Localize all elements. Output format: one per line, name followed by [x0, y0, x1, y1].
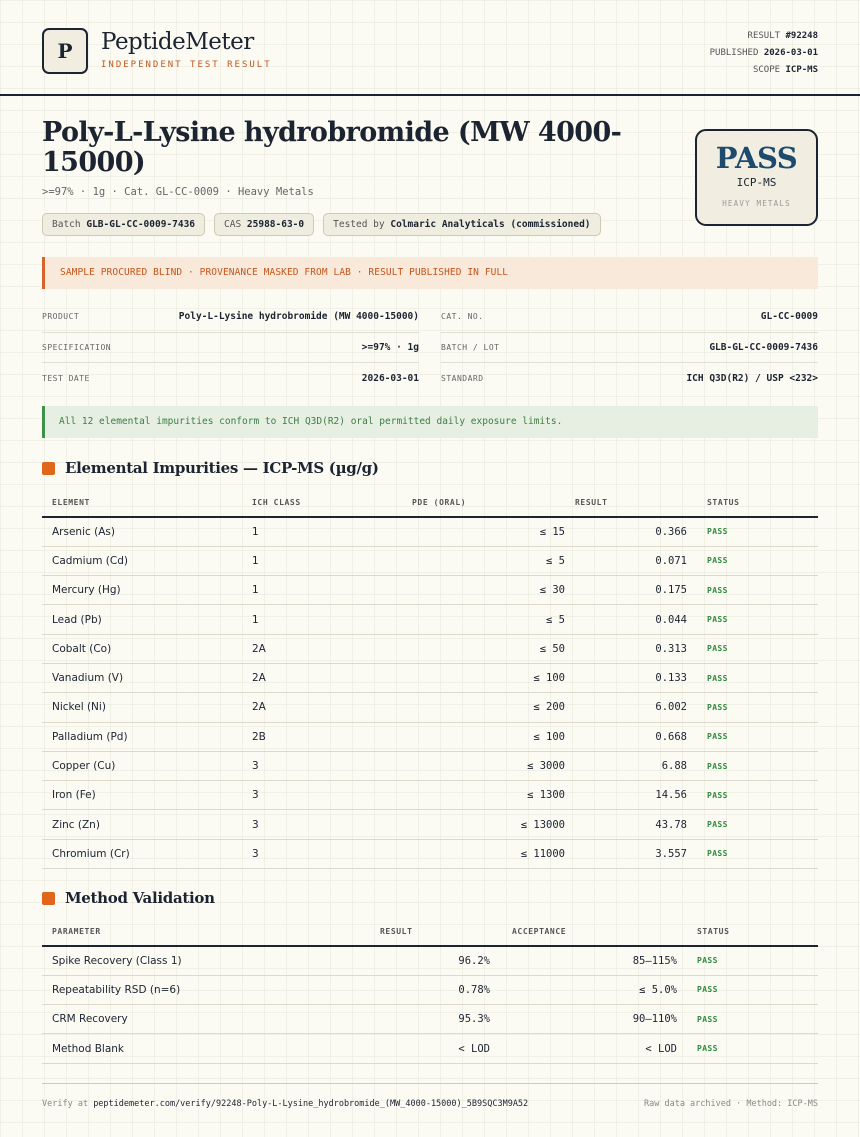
status-badge: PASS [687, 576, 818, 605]
status-badge: PASS [687, 546, 818, 575]
result-cell: 0.175 [565, 576, 687, 605]
tested-by-chip [323, 213, 600, 236]
ich-class-cell: 2A [242, 663, 402, 692]
pde-cell: ≤ 5 [402, 605, 565, 634]
product-title: Poly-L-Lysine hydrobromide (MW 4000-15000) [42, 117, 622, 178]
product-chips [42, 213, 601, 236]
brand-logo [42, 28, 88, 74]
pde-cell: ≤ 200 [402, 693, 565, 722]
pde-cell: ≤ 100 [402, 722, 565, 751]
pde-cell: ≤ 100 [402, 663, 565, 692]
cas-chip [214, 213, 314, 236]
status-badge: PASS [687, 605, 818, 634]
result-id: #92248 [785, 31, 818, 41]
ich-class-cell: 3 [242, 839, 402, 868]
val-result-cell: 0.78% [290, 975, 490, 1004]
status-badge: PASS [687, 722, 818, 751]
info-row [42, 363, 419, 394]
info-row [441, 363, 818, 394]
element-cell: Mercury (Hg) [42, 576, 242, 605]
val-result-cell: 95.3% [290, 1005, 490, 1034]
pass-stamp [695, 129, 818, 226]
info-value: Poly-L-Lysine hydrobromide (MW 4000-15000) [178, 311, 419, 323]
element-cell: Lead (Pb) [42, 605, 242, 634]
ich-class-cell: 1 [242, 605, 402, 634]
status-badge: PASS [677, 1034, 818, 1063]
pde-cell: ≤ 5 [402, 546, 565, 575]
section-marker-icon [42, 462, 55, 475]
status-badge: PASS [677, 1005, 818, 1034]
ich-class-cell: 3 [242, 810, 402, 839]
status-badge: PASS [687, 693, 818, 722]
val-result-cell: < LOD [290, 1034, 490, 1063]
scope-label: SCOPE [752, 65, 781, 75]
col-header-val-status: STATUS [677, 917, 818, 946]
pde-cell: ≤ 1300 [402, 781, 565, 810]
scope-value: ICP-MS [785, 65, 818, 75]
element-cell: Zinc (Zn) [42, 810, 242, 839]
result-cell: 6.88 [565, 751, 687, 780]
info-right-column [441, 302, 818, 394]
acceptance-cell: < LOD [490, 1034, 677, 1063]
ich-class-cell: 2A [242, 634, 402, 663]
info-value: >=97% · 1g [361, 341, 419, 353]
status-badge: PASS [687, 810, 818, 839]
result-cell: 6.002 [565, 693, 687, 722]
status-badge: PASS [677, 975, 818, 1004]
stamp-scope: HEAVY METALS [722, 199, 791, 208]
pde-cell: ≤ 13000 [402, 810, 565, 839]
tested-by-label: Tested by [333, 219, 385, 230]
impurities-section-header [42, 459, 379, 477]
impurities-title: Elemental Impurities — ICP-MS (µg/g) [65, 459, 379, 477]
parameter-cell: CRM Recovery [42, 1005, 290, 1034]
table-row [42, 663, 818, 692]
info-value: 2026-03-01 [361, 372, 419, 384]
ich-class-cell: 1 [242, 517, 402, 546]
col-header-acceptance: ACCEPTANCE [490, 917, 677, 946]
table-row [42, 975, 818, 1004]
product-subtitle: >=97% · 1g · Cat. GL-CC-0009 · Heavy Metals [42, 186, 314, 198]
status-badge: PASS [687, 634, 818, 663]
pde-cell: ≤ 30 [402, 576, 565, 605]
pde-cell: ≤ 11000 [402, 839, 565, 868]
acceptance-cell: 90–110% [490, 1005, 677, 1034]
info-label: PRODUCT [42, 312, 80, 322]
tested-by-value: Colmaric Analyticals (commissioned) [390, 219, 591, 230]
report-footer [42, 1083, 818, 1109]
table-row [42, 517, 818, 546]
result-id-line [710, 28, 818, 45]
element-cell: Arsenic (As) [42, 517, 242, 546]
blind-procurement-banner: SAMPLE PROCURED BLIND · PROVENANCE MASKED FROM LAB · RESULT PUBLISHED IN FULL [42, 257, 818, 289]
result-cell: 0.133 [565, 663, 687, 692]
acceptance-cell: ≤ 5.0% [490, 975, 677, 1004]
conformance-note: All 12 elemental impurities conform to ICH Q3D(R2) oral permitted daily exposure limits. [42, 406, 818, 438]
element-cell: Cadmium (Cd) [42, 546, 242, 575]
element-cell: Copper (Cu) [42, 751, 242, 780]
cas-chip-label: CAS [224, 219, 242, 230]
info-value: ICH Q3D(R2) / USP <232> [686, 372, 818, 384]
status-badge: PASS [687, 751, 818, 780]
info-row [42, 333, 419, 364]
validation-title: Method Validation [65, 889, 215, 907]
element-cell: Iron (Fe) [42, 781, 242, 810]
acceptance-cell: 85–115% [490, 946, 677, 975]
element-cell: Chromium (Cr) [42, 839, 242, 868]
table-row [42, 1034, 818, 1063]
table-row [42, 576, 818, 605]
scope-line [710, 62, 818, 79]
result-cell: 14.56 [565, 781, 687, 810]
result-cell: 0.668 [565, 722, 687, 751]
pde-cell: ≤ 3000 [402, 751, 565, 780]
table-row [42, 634, 818, 663]
brand-name: PeptideMeter [101, 29, 254, 55]
validation-table [42, 917, 818, 1064]
stamp-method: ICP-MS [736, 176, 777, 189]
col-header-status: STATUS [687, 488, 818, 517]
verify-line [42, 1099, 528, 1109]
ich-class-cell: 1 [242, 576, 402, 605]
info-row [441, 333, 818, 364]
published-label: PUBLISHED [709, 48, 759, 58]
validation-body [42, 946, 818, 1063]
ich-class-cell: 3 [242, 751, 402, 780]
ich-class-cell: 2A [242, 693, 402, 722]
status-badge: PASS [677, 946, 818, 975]
val-result-cell: 96.2% [290, 946, 490, 975]
batch-chip [42, 213, 205, 236]
stamp-verdict: PASS [715, 141, 798, 175]
info-left-column [42, 302, 419, 394]
result-label: RESULT [747, 31, 781, 41]
table-row [42, 751, 818, 780]
table-row [42, 1005, 818, 1034]
info-label: TEST DATE [42, 373, 90, 383]
element-cell: Nickel (Ni) [42, 693, 242, 722]
ich-class-cell: 3 [242, 781, 402, 810]
table-row [42, 946, 818, 975]
status-badge: PASS [687, 781, 818, 810]
info-label: SPECIFICATION [42, 342, 112, 352]
info-label: CAT. NO. [441, 312, 484, 322]
info-label: STANDARD [441, 373, 484, 383]
validation-section-header [42, 889, 215, 907]
result-cell: 0.044 [565, 605, 687, 634]
brand-tagline: INDEPENDENT TEST RESULT [101, 60, 272, 70]
parameter-cell: Repeatability RSD (n=6) [42, 975, 290, 1004]
report-header [0, 0, 860, 96]
col-header-pde: PDE (ORAL) [402, 488, 565, 517]
col-header-val-result: RESULT [290, 917, 490, 946]
result-cell: 3.557 [565, 839, 687, 868]
col-header-element: ELEMENT [42, 488, 242, 517]
parameter-cell: Method Blank [42, 1034, 290, 1063]
parameter-cell: Spike Recovery (Class 1) [42, 946, 290, 975]
impurities-header-row [42, 488, 818, 517]
result-cell: 0.071 [565, 546, 687, 575]
section-marker-icon [42, 892, 55, 905]
table-row [42, 546, 818, 575]
result-cell: 0.313 [565, 634, 687, 663]
pde-cell: ≤ 15 [402, 517, 565, 546]
published-date: 2026-03-01 [763, 48, 818, 58]
info-label: BATCH / LOT [441, 342, 500, 352]
result-cell: 0.366 [565, 517, 687, 546]
table-row [42, 605, 818, 634]
status-badge: PASS [687, 663, 818, 692]
info-value: GLB-GL-CC-0009-7436 [709, 341, 818, 353]
table-row [42, 810, 818, 839]
table-row [42, 722, 818, 751]
result-meta [710, 28, 818, 79]
table-row [42, 781, 818, 810]
table-row [42, 693, 818, 722]
element-cell: Cobalt (Co) [42, 634, 242, 663]
impurities-table [42, 488, 818, 869]
cas-chip-value: 25988-63-0 [246, 219, 305, 230]
footer-archive-note: Raw data archived · Method: ICP-MS [644, 1099, 818, 1109]
col-header-result: RESULT [565, 488, 687, 517]
result-cell: 43.78 [565, 810, 687, 839]
batch-chip-value: GLB-GL-CC-0009-7436 [86, 219, 196, 230]
element-cell: Vanadium (V) [42, 663, 242, 692]
status-badge: PASS [687, 517, 818, 546]
info-value: GL-CC-0009 [760, 311, 818, 323]
impurities-body [42, 517, 818, 869]
published-line [710, 45, 818, 62]
element-cell: Palladium (Pd) [42, 722, 242, 751]
ich-class-cell: 1 [242, 546, 402, 575]
table-row [42, 839, 818, 868]
logo-letter: P [57, 39, 73, 63]
pde-cell: ≤ 50 [402, 634, 565, 663]
info-row [441, 302, 818, 333]
ich-class-cell: 2B [242, 722, 402, 751]
batch-chip-label: Batch [52, 219, 81, 230]
status-badge: PASS [687, 839, 818, 868]
col-header-parameter: PARAMETER [42, 917, 290, 946]
verify-label: Verify at [42, 1099, 89, 1109]
col-header-ich-class: ICH CLASS [242, 488, 402, 517]
validation-header-row [42, 917, 818, 946]
verify-link[interactable]: peptidemeter.com/verify/92248-Poly-L-Lysine_hydrobromide_(MW_4000-15000)_5B9SQC3M9A52 [93, 1099, 529, 1109]
info-row [42, 302, 419, 333]
